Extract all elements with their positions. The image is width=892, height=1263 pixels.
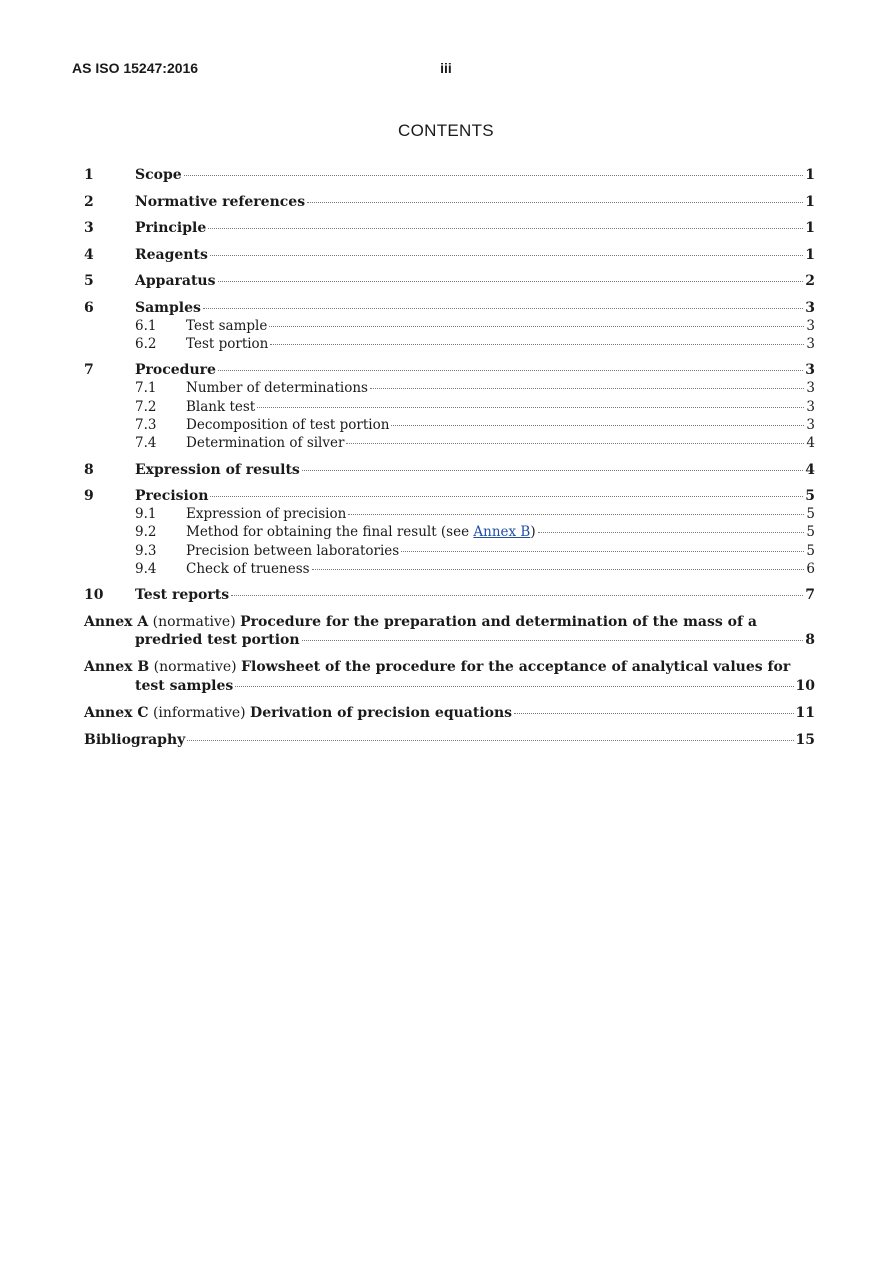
toc-title: Number of determinations: [186, 380, 368, 397]
toc-title: Samples: [135, 299, 201, 316]
toc-page: 15: [795, 731, 815, 748]
toc-number: 9.2: [135, 524, 157, 541]
annex-title-continued: predried test portion: [135, 632, 300, 649]
toc-page: 3: [806, 398, 815, 415]
toc-entry-determination-of-silver[interactable]: [84, 434, 815, 452]
leader-dots: [270, 344, 804, 345]
leader-dots: [218, 370, 803, 371]
toc-page: 3: [806, 380, 815, 397]
toc-number: 8: [84, 461, 94, 478]
toc-title-pre: Method for obtaining the final result (see: [186, 524, 474, 541]
toc-title: [186, 523, 536, 541]
toc-page: 1: [805, 246, 815, 263]
toc-entry-scope[interactable]: [84, 166, 815, 184]
toc-title: Expression of precision: [186, 506, 347, 523]
toc-title: Precision between laboratories: [186, 542, 400, 559]
toc-page: 6: [806, 560, 815, 577]
page-number: iii: [440, 60, 452, 76]
leader-dots: [538, 532, 805, 533]
toc-page: 7: [805, 587, 815, 604]
annex-title: Procedure for the preparation and determination of the mass of a: [240, 613, 757, 630]
toc-entry-number-of-determinations[interactable]: [84, 379, 815, 397]
leader-dots: [235, 686, 793, 687]
toc-entry-expression-of-precision[interactable]: [84, 505, 815, 523]
toc-title: Test reports: [135, 587, 230, 604]
annex-label: Annex A: [84, 613, 149, 630]
leader-dots: [210, 496, 803, 497]
leader-dots: [302, 640, 804, 641]
toc-entry-reagents[interactable]: [84, 246, 815, 264]
toc-page: 4: [805, 461, 815, 478]
toc-entry-check-of-trueness[interactable]: [84, 560, 815, 578]
toc-page: 8: [805, 632, 815, 649]
toc-title: Bibliography: [84, 731, 186, 748]
toc-page: 1: [805, 193, 815, 210]
leader-dots: [184, 175, 804, 176]
toc-entry-expression-of-results[interactable]: [84, 461, 815, 479]
toc-page: 5: [806, 524, 815, 541]
toc-page: 3: [806, 416, 815, 433]
leader-dots: [203, 308, 803, 309]
annex-title-continued: test samples: [135, 677, 234, 694]
toc-entry-principle[interactable]: [84, 219, 815, 237]
toc-page: 3: [805, 299, 815, 316]
leader-dots: [346, 443, 804, 444]
toc-number: 7: [84, 362, 94, 379]
leader-dots: [514, 713, 793, 714]
toc-page: 1: [805, 167, 815, 183]
toc-entry-method-final-result[interactable]: [84, 523, 815, 541]
leader-dots: [257, 407, 804, 408]
toc-entry-blank-test[interactable]: [84, 398, 815, 416]
toc-number: 9: [84, 488, 94, 505]
leader-dots: [391, 425, 804, 426]
toc-entry-annex-b[interactable]: [84, 658, 815, 695]
annex-kind: (normative): [153, 659, 237, 676]
toc-entry-bibliography[interactable]: [84, 731, 815, 749]
toc-number: 10: [84, 587, 104, 604]
toc-number: 4: [84, 246, 94, 263]
leader-dots: [307, 202, 803, 203]
toc-title: Decomposition of test portion: [186, 416, 390, 433]
toc-title: Reagents: [135, 246, 208, 263]
toc-entry-annex-a[interactable]: [84, 613, 815, 650]
leader-dots: [208, 228, 803, 229]
toc-number: 7.3: [135, 416, 157, 433]
toc-number: 7.2: [135, 398, 157, 415]
contents-title: CONTENTS: [398, 121, 494, 140]
toc-page: 4: [806, 434, 815, 451]
leader-dots: [302, 470, 803, 471]
toc-number: 1: [84, 167, 94, 183]
toc-entry-precision-between-labs[interactable]: [84, 542, 815, 560]
toc-page: 5: [806, 506, 815, 523]
toc-number: 6: [84, 299, 94, 316]
toc-title: Blank test: [186, 398, 256, 415]
leader-dots: [269, 326, 804, 327]
toc-number: 5: [84, 273, 94, 289]
toc-entry-test-reports[interactable]: [84, 586, 815, 604]
toc-page: 1: [805, 220, 815, 236]
leader-dots: [210, 255, 803, 256]
toc-number: 9.1: [135, 506, 157, 523]
toc-title: Apparatus: [135, 273, 216, 289]
toc-entry-normative-references[interactable]: [84, 193, 815, 211]
toc-title: Normative references: [135, 193, 306, 210]
annex-label: Annex B: [84, 659, 150, 676]
toc-page: 2: [805, 273, 815, 289]
toc-title: Test portion: [186, 335, 269, 352]
annex-title: Derivation of precision equations: [250, 704, 513, 721]
toc-number: 3: [84, 220, 94, 236]
leader-dots: [401, 551, 804, 552]
table-of-contents: [84, 166, 815, 749]
annex-b-link[interactable]: Annex B: [473, 524, 531, 541]
leader-dots: [218, 281, 804, 282]
leader-dots: [231, 595, 803, 596]
toc-title: Procedure: [135, 362, 216, 379]
toc-number: 6.1: [135, 317, 157, 334]
toc-number: 7.1: [135, 380, 157, 397]
annex-kind: (normative): [152, 613, 236, 630]
toc-entry-annex-c[interactable]: [84, 704, 815, 723]
toc-entry-test-portion[interactable]: [84, 335, 815, 353]
annex-kind: (informative): [152, 704, 246, 721]
toc-title-post: ): [530, 524, 536, 541]
toc-title: Check of trueness: [186, 560, 310, 577]
toc-title: Precision: [135, 488, 209, 505]
toc-entry-decomposition[interactable]: [84, 416, 815, 434]
annex-label: Annex C: [84, 704, 149, 721]
toc-page: 3: [806, 335, 815, 352]
annex-title: Flowsheet of the procedure for the acceptance of analytical values for: [241, 659, 791, 676]
toc-title: Test sample: [186, 317, 268, 334]
toc-page: 5: [806, 542, 815, 559]
leader-dots: [187, 740, 793, 741]
toc-entry-precision[interactable]: [84, 487, 815, 505]
toc-entry-apparatus[interactable]: [84, 272, 815, 290]
leader-dots: [348, 514, 804, 515]
toc-entry-samples[interactable]: [84, 299, 815, 317]
toc-page: 3: [806, 317, 815, 334]
leader-dots: [370, 388, 804, 389]
toc-entry-procedure[interactable]: [84, 361, 815, 379]
toc-number: 2: [84, 193, 94, 210]
toc-number: 9.3: [135, 542, 157, 559]
toc-title: Determination of silver: [186, 434, 345, 451]
toc-number: 6.2: [135, 335, 157, 352]
leader-dots: [312, 569, 805, 570]
toc-title: Expression of results: [135, 461, 300, 478]
toc-page: 10: [795, 677, 815, 694]
toc-page: 3: [805, 362, 815, 379]
toc-title: Scope: [135, 167, 182, 183]
document-id: AS ISO 15247:2016: [72, 60, 199, 76]
toc-page: 11: [795, 704, 815, 721]
toc-number: 7.4: [135, 434, 157, 451]
toc-page: 5: [805, 488, 815, 505]
toc-entry-test-sample[interactable]: [84, 317, 815, 335]
toc-title: Principle: [135, 220, 207, 236]
toc-number: 9.4: [135, 560, 157, 577]
